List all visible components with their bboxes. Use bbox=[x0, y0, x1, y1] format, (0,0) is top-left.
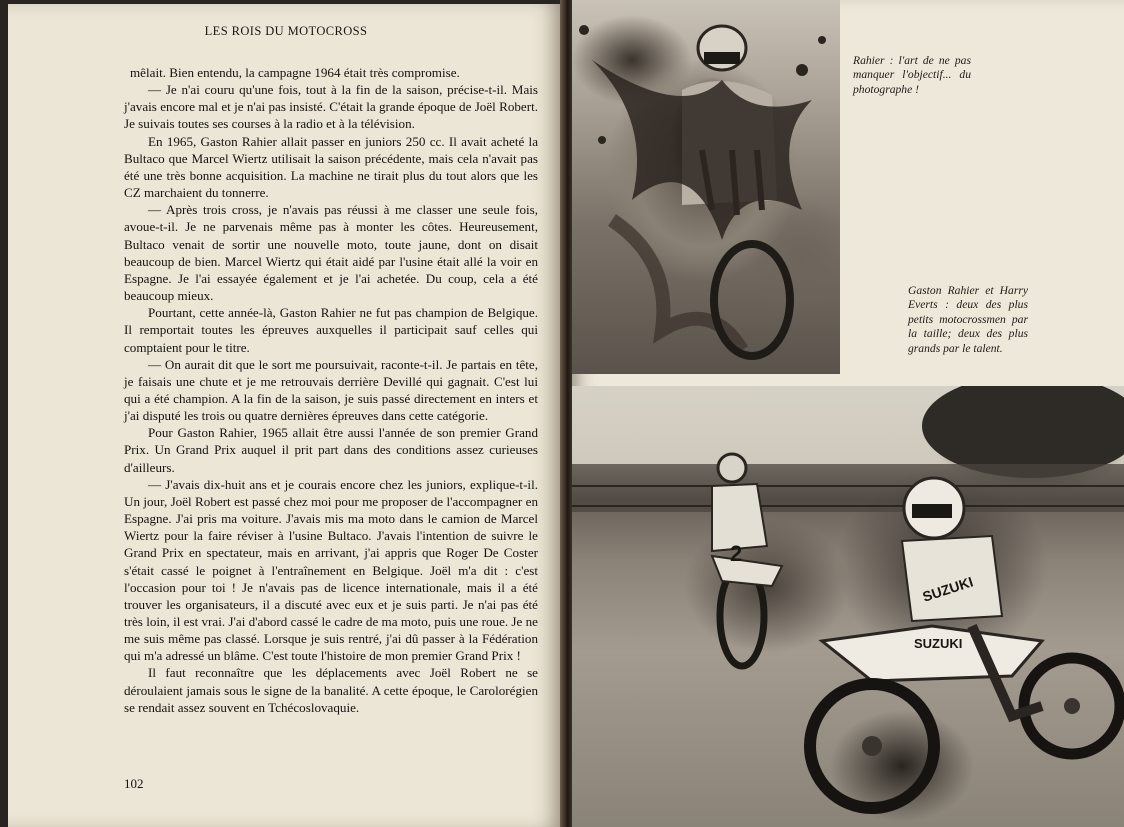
paragraph: Il faut reconnaître que les déplacements avec Joël Robert ne se déroulaient jamais sous le signe de la banalité. A cette époque, le Carolorégien se rendait assez souvent en Tchécoslovaquie. bbox=[124, 665, 538, 715]
paragraph: — J'avais dix-huit ans et je courais encore chez les juniors, explique-t-il. Un jour, Joël Robert est passé chez moi pour me proposer de l'accompagner en Espagne. J'ai pris ma voiture. J'avais mis ma moto dans le camion de Marcel Wiertz pour la faire réviser à l'usine Bultaco. J'avais l'intention de suivre le Grand Prix en spectateur, mais en arrivant, j'ai appris que Roger De Coster s'était cassé le poignet à l'entraînement en Belgique. Joël m'a dit : c'est l'occasion pour toi ! Je n'avais pas de licence internationale, mais il a été trouver les organisateurs, il a discuté avec eux et je suis parti. Je n'ai pas été très loin, il est vrai. J'ai d'abord cassé le cadre de ma moto, puis une roue. Je ne me suis même pas classé. Lorsque je suis rentré, j'ai dû passer à la Fédération qui m'a adressé un blâme. C'est toute l'histoire de mon premier Grand Prix ! bbox=[124, 476, 538, 664]
photo-illustration-icon bbox=[572, 0, 840, 374]
motocross-rider-mud-photo bbox=[572, 0, 840, 374]
paragraph: Pour Gaston Rahier, 1965 allait être aussi l'année de son premier Grand Prix. Un Grand Prix auquel il prit part dans des conditions assez curieuses d'ailleurs. bbox=[124, 425, 538, 475]
paragraph: mêlait. Bien entendu, la campagne 1964 était très compromise. bbox=[130, 65, 460, 80]
paragraph: — Après trois cross, je n'avais pas réussi à me classer une seule fois, avoue-t-il. Je ne parvenais même pas à monter les côtes. Heureusement, Bultaco venait de sortir une nouvelle moto, toute jaune, dont on disait beaucoup de bien. Marcel Wiertz qui était aidé par l'usine était allé la voir en Espagne. Je l'ai essayée également et je l'ai achetée. Du coup, cela a été beaucoup mieux. bbox=[124, 202, 538, 304]
running-head: LES ROIS DU MOTOCROSS bbox=[204, 24, 368, 38]
photo-caption-top: Rahier : l'art de ne pas manquer l'objectif... du photographe ! bbox=[853, 54, 971, 96]
paragraph: — Je n'ai couru qu'une fois, tout à la fin de la saison, précise-t-il. Mais j'avais encore mal et je n'ai pas insisté. C'était la grande époque de Joël Robert. Je suivais toutes ses courses à la radio et à la télévision. bbox=[124, 82, 538, 132]
page-number: 102 bbox=[124, 776, 144, 791]
bike-brand-text: SUZUKI bbox=[914, 636, 963, 651]
paragraph: Pourtant, cette année-là, Gaston Rahier ne fut pas champion de Belgique. Il remportait toutes les épreuves auxquelles il participait sauf celles qui comptaient pour le titre. bbox=[124, 305, 538, 355]
paragraph: — On aurait dit que le sort me poursuivait, raconte-t-il. Je partais en tête, je faisais une chute et je me retrouvais derrière Devillé qui gagnait. C'est lui qui a été champion. A la fin de la saison, je suis passé directement en inters et j'ai disputé les trois ou quatre dernières épreuves dans cette catégorie. bbox=[124, 356, 538, 424]
race-scene-illustration bbox=[572, 386, 1124, 827]
motocross-race-photo bbox=[572, 386, 1124, 827]
photo-caption-bottom: Gaston Rahier et Harry Everts : deux des plus petits motocrossmen par la taille; deux des plus grands par le talent. bbox=[908, 284, 1028, 355]
right-page bbox=[572, 0, 1124, 827]
race-number: 2 bbox=[730, 541, 743, 566]
paragraph: En 1965, Gaston Rahier allait passer en juniors 250 cc. Il avait acheté la Bultaco que Marcel Wiertz utilisait la saison précédente, mais cela n'avait pas été une très bonne acquisition. La machine ne tirait plus du tout alors que les CZ marchaient du tonnerre. bbox=[124, 133, 538, 201]
body-text bbox=[124, 64, 538, 716]
jersey-brand-text: SUZUKI bbox=[920, 573, 976, 605]
left-page bbox=[8, 4, 564, 827]
